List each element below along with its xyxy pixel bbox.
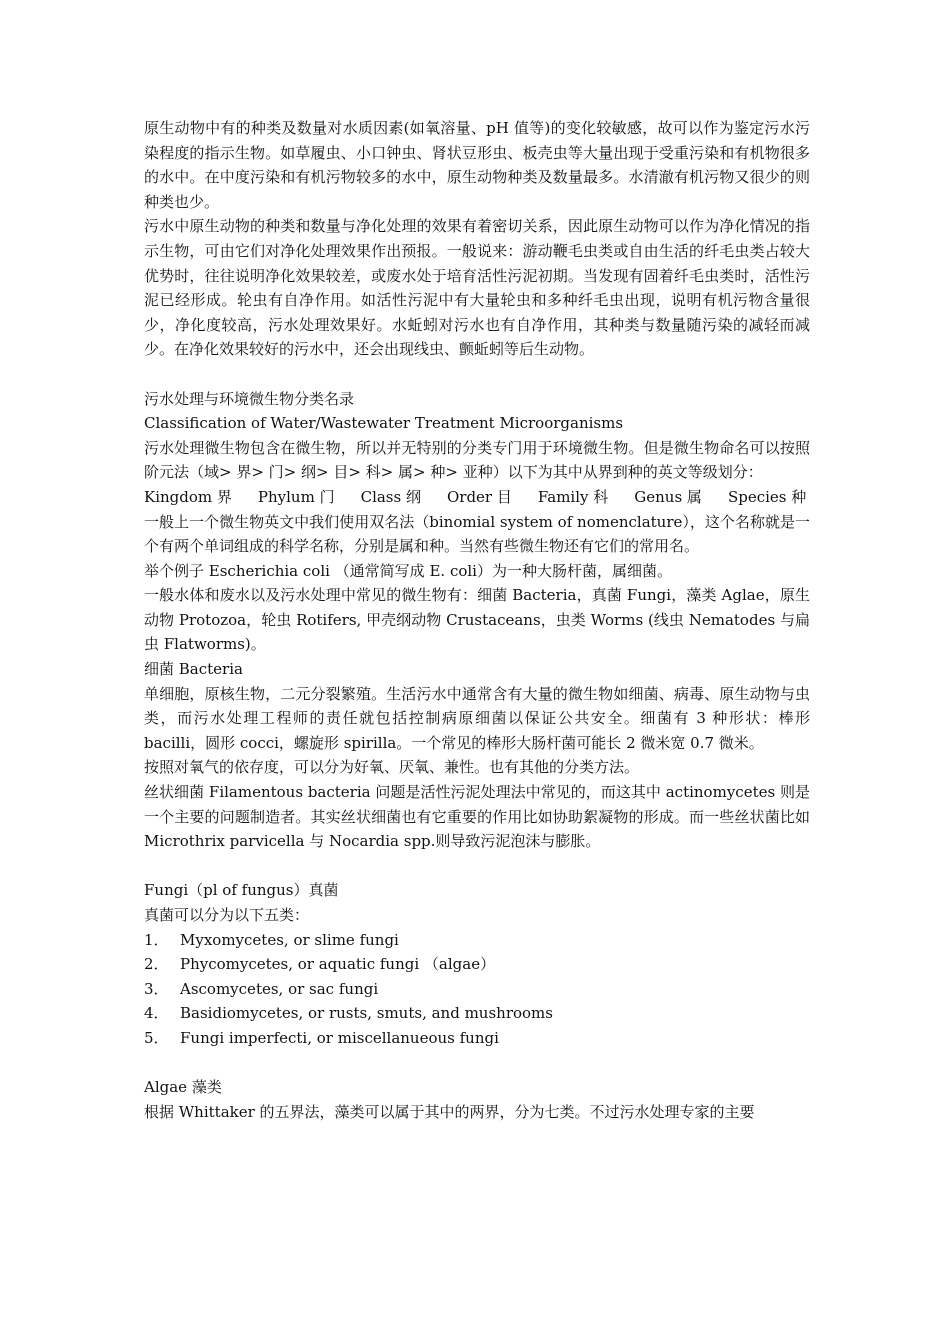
document-body [144,116,810,1124]
list-item-text: Basidiomycetes, or rusts, smuts, and mushrooms [180,1004,553,1023]
list-item-text: Fungi imperfecti, or miscellanueous fungi [180,1028,499,1047]
section-heading-english: Classification of Water/Wastewater Treatment Microorganisms [144,414,624,433]
list-item-number: 3． [144,979,169,998]
list-item-number: 2． [144,955,169,974]
list-item [144,1001,810,1026]
list-item-number: 5． [144,1028,169,1047]
list-item-text: Myxomycetes, or slime fungi [180,930,399,949]
algae-heading: Algae 藻类 [144,1078,222,1097]
paragraph-filamentous-bacteria: 丝状细菌 Filamentous bacteria 问题是活性污泥处理法中常见的，而这其中 actinomycetes 则是一个主要的问题制造者。其实丝状细菌也有它重要的作用比如协助絮凝物的形成。而一些丝状菌比如 Microthrix parvicella 与 Nocardia spp.则导致污泥泡沫与膨胀。 [144,783,810,851]
list-item [144,977,810,1002]
list-item-text: Phycomycetes, or aquatic fungi （algae） [180,955,496,974]
paragraph-common-microorganisms: 一般水体和废水以及污水处理中常见的微生物有：细菌 Bacteria，真菌 Fungi，藻类 Aglae，原生动物 Protozoa，轮虫 Rotifers, 甲壳纲动物 Crustaceans，虫类 Worms (线虫 Nematodes 与扁虫 Flatworms)。 [144,586,810,654]
rank-genus: Genus 属 [634,487,702,506]
list-item [144,928,810,953]
rank-species: Species 种 [727,487,807,506]
rank-family: Family 科 [537,487,609,506]
list-item-text: Ascomycetes, or sac fungi [180,979,379,998]
list-item [144,1026,810,1051]
bacteria-heading: 细菌 Bacteria [144,660,243,679]
paragraph-oxygen-classification: 按照对氧气的依存度，可以分为好氧、厌氧、兼性。也有其他的分类方法。 [144,758,640,777]
rank-kingdom: Kingdom 界 [144,487,232,506]
taxonomy-ranks-row [144,485,810,510]
rank-class: Class 纲 [360,487,421,506]
list-item-number: 4． [144,1004,169,1023]
fungi-list [144,928,810,1051]
list-item-number: 1． [144,930,169,949]
paragraph-naming-intro: 污水处理微生物包含在微生物，所以并无特别的分类专门用于环境微生物。但是微生物命名可以按照阶元法（域> 界> 门> 纲> 目> 科> 属> 种> 亚种）以下为其中从界到种的英文等级划分： [144,438,810,482]
list-item [144,952,810,977]
fungi-intro: 真菌可以分为以下五类： [144,906,310,924]
spacer [144,854,810,879]
section-heading-chinese: 污水处理与环境微生物分类名录 [144,389,355,408]
paragraph-protozoa-indicator: 原生动物中有的种类及数量对水质因素(如氧溶量、pH 值等)的变化较敏感，故可以作为鉴定污水污染程度的指示生物。如草履虫、小口钟虫、肾状豆形虫、板壳虫等大量出现于受重污染和有机物很多的水中。在中度污染和有机污物较多的水中，原生动物种类及数量最多。水清澈有机污物又很少的则种类也少。 [144,119,810,211]
paragraph-example-ecoli: 举个例子 Escherichia coli （通常简写成 E. coli）为一种大肠杆菌，属细菌。 [144,561,672,580]
paragraph-algae-classification: 根据 Whittaker 的五界法，藻类可以属于其中的两界，分为七类。不过污水处理专家的主要 [144,1102,755,1121]
paragraph-bacteria-description: 单细胞，原核生物，二元分裂繁殖。生活污水中通常含有大量的微生物如细菌、病毒、原生动物与虫类，而污水处理工程师的责任就包括控制病原细菌以保证公共安全。细菌有 3 种形状：棒形 bacilli，圆形 cocci，螺旋形 spirilla。一个常见的棒形大肠杆菌可能长 2 微米宽 0.7 微米。 [144,684,810,752]
fungi-heading: Fungi（pl of fungus）真菌 [144,881,339,900]
paragraph-protozoa-purification: 污水中原生动物的种类和数量与净化处理的效果有着密切关系，因此原生动物可以作为净化情况的指示生物，可由它们对净化处理效果作出预报。一般说来：游动鞭毛虫类或自由生活的纤毛虫类占较大优势时，往往说明净化效果较差，或废水处于培育活性污泥初期。当发现有固着纤毛虫类时，活性污泥已经形成。轮虫有自净作用。如活性污泥中有大量轮虫和多种纤毛虫出现，说明有机污物含量很少，净化度较高，污水处理效果好。水蚯蚓对污水也有自净作用，其种类与数量随污染的减轻而减少。在净化效果较好的污水中，还会出现线虫、颤蚯蚓等后生动物。 [144,217,810,359]
paragraph-binomial: 一般上一个微生物英文中我们使用双名法（binomial system of nomenclature），这个名称就是一个有两个单词组成的科学名称，分别是属和种。当然有些微生物还有它们的常用名。 [144,512,810,556]
spacer [144,362,810,387]
rank-phylum: Phylum 门 [257,487,335,506]
rank-order: Order 目 [446,487,512,506]
spacer [144,1051,810,1076]
